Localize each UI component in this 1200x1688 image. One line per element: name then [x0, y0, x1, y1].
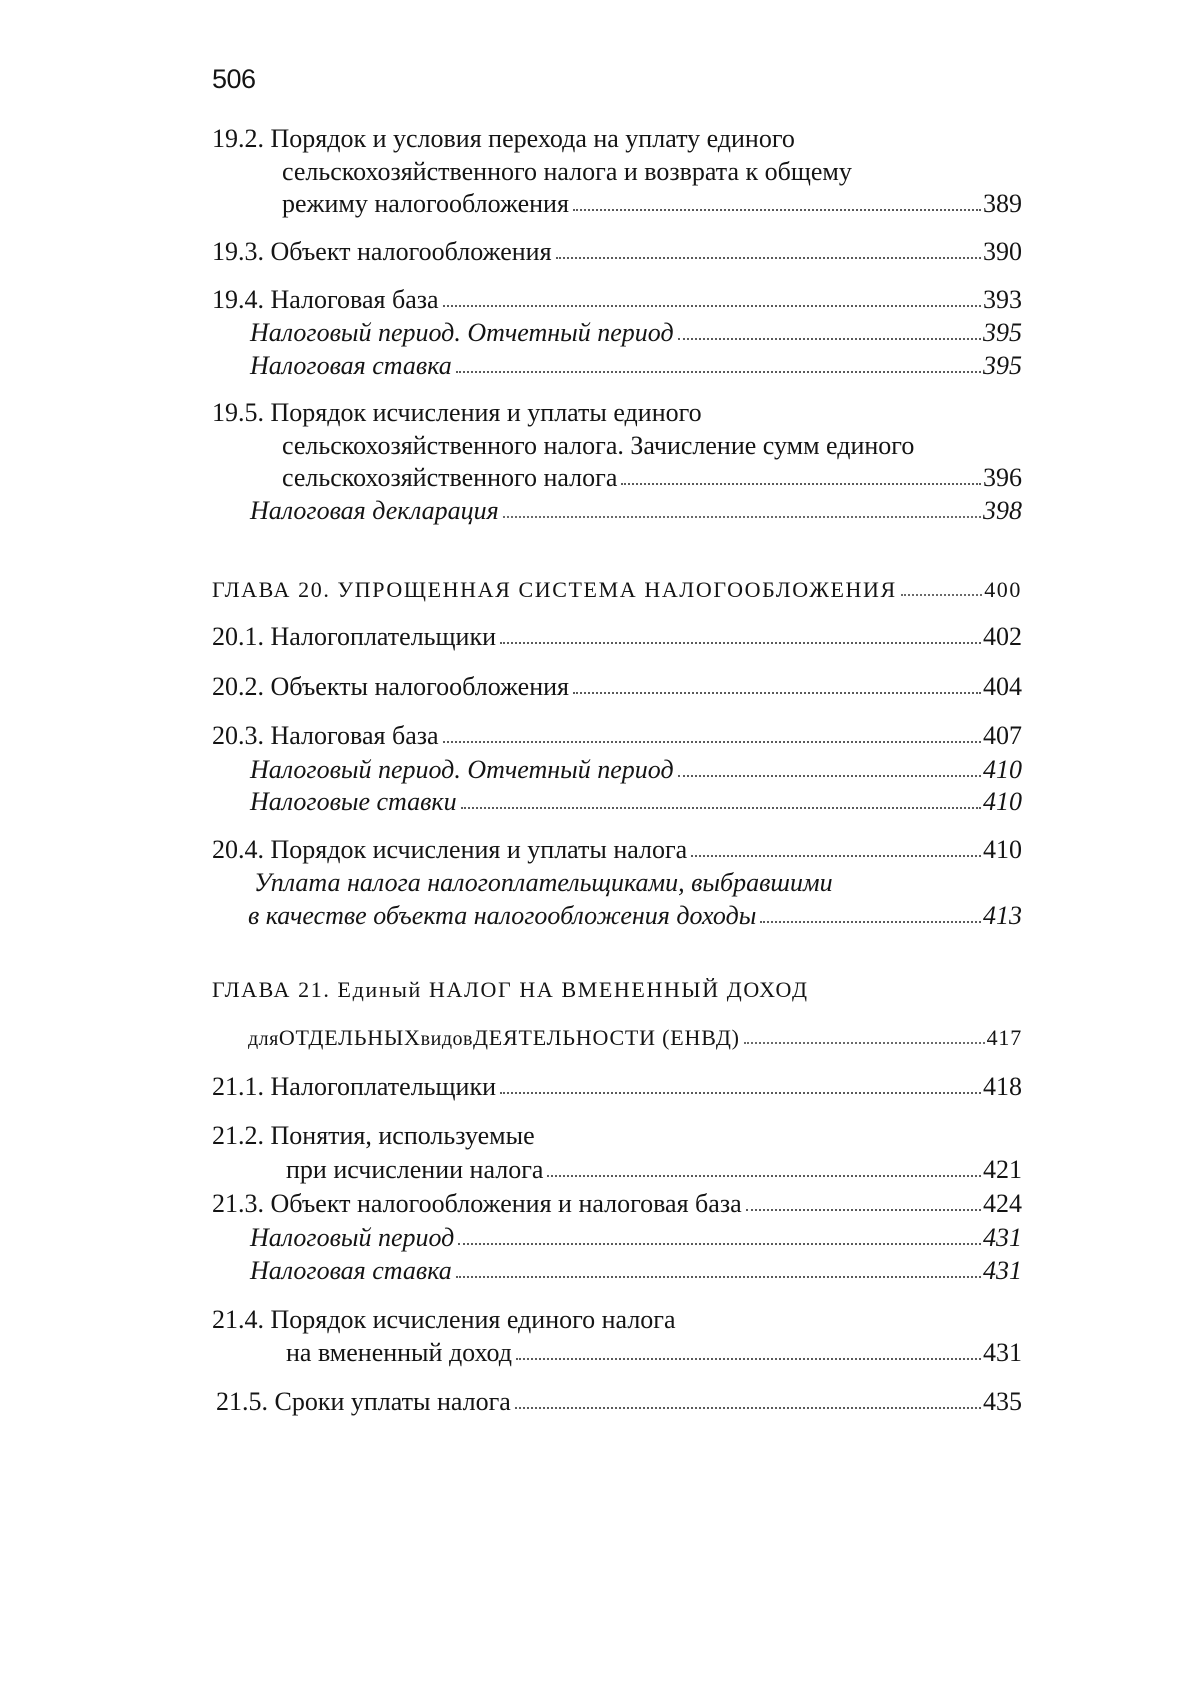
toc-chapter-20	[212, 575, 1022, 605]
toc-page-ref: 398	[983, 496, 1022, 525]
toc-entry-text: сельскохозяйственного налога и возврата к общему	[282, 157, 852, 186]
toc-entry-text: Налоговая ставка	[250, 351, 452, 380]
toc-page-ref: 413	[983, 901, 1022, 930]
toc-entry-text: 21.5. Сроки уплаты налога	[216, 1387, 511, 1416]
toc-entry-20-1	[212, 622, 1022, 652]
toc-entry-text: режиму налогообложения	[282, 189, 569, 218]
chapter-heading: ГЛАВА 21. Единый НАЛОГ НА ВМЕНЕННЫЙ ДОХОД	[212, 977, 809, 1002]
dot-leader	[746, 1207, 981, 1211]
toc-page-ref: 431	[983, 1223, 1022, 1252]
toc-subentry-payment-line1	[254, 868, 833, 898]
toc-entry-19-4	[212, 285, 1022, 315]
toc-subentry-declaration	[250, 496, 1022, 526]
dot-leader	[547, 1173, 981, 1177]
toc-entry-text: Уплата налога налогоплательщиками, выбравшими	[254, 868, 833, 897]
dot-leader	[556, 255, 981, 259]
dot-leader	[678, 336, 981, 340]
dot-leader	[691, 853, 981, 857]
chapter-heading-part: ДЕЯТЕЛЬНОСТИ (ЕНВД)	[472, 1025, 740, 1050]
toc-page-ref: 418	[983, 1072, 1022, 1101]
toc-page-ref: 396	[983, 463, 1022, 492]
toc-entry-text: 21.4. Порядок исчисления единого налога	[212, 1305, 676, 1334]
dot-leader	[573, 207, 981, 211]
toc-entry-21-5	[216, 1387, 1022, 1417]
toc-entry-19-2-line2	[282, 157, 852, 187]
toc-page-ref: 431	[983, 1338, 1022, 1367]
dot-leader	[461, 805, 981, 809]
toc-subentry-tax-period	[250, 318, 1022, 348]
dot-leader	[760, 919, 981, 923]
toc-page-ref: 389	[983, 189, 1022, 218]
toc-entry-19-5-line2	[282, 431, 914, 461]
toc-page-ref: 424	[983, 1189, 1022, 1218]
toc-entry-21-2-line1	[212, 1121, 535, 1151]
dot-leader	[456, 1274, 981, 1278]
toc-page-ref: 393	[983, 285, 1022, 314]
toc-entry-text: Налоговый период	[250, 1223, 455, 1252]
toc-entry-21-2-line2	[286, 1155, 1022, 1185]
toc-entry-text: Налоговый период. Отчетный период	[250, 755, 674, 784]
toc-page-ref: 404	[983, 672, 1022, 701]
toc-page-ref: 431	[983, 1256, 1022, 1285]
toc-entry-21-3	[212, 1189, 1022, 1219]
toc-entry-text: в качестве объекта налогообложения доходы	[248, 901, 757, 930]
toc-entry-text: 19.3. Объект налогообложения	[212, 237, 552, 266]
toc-entry-text: 20.2. Объекты налогообложения	[212, 672, 569, 701]
toc-page-ref: 400	[984, 577, 1022, 602]
toc-entry-text: сельскохозяйственного налога. Зачисление сумм единого	[282, 431, 915, 460]
toc-page-ref: 435	[983, 1387, 1022, 1416]
toc-entry-19-2-line1	[212, 124, 795, 154]
toc-entry-19-5-line1	[212, 398, 702, 428]
toc-entry-text: Налоговая ставка	[250, 1256, 452, 1285]
toc-chapter-21-line2	[248, 1023, 1022, 1054]
dot-leader	[573, 690, 981, 694]
toc-entry-19-3	[212, 237, 1022, 267]
toc-page-ref: 417	[986, 1025, 1022, 1050]
chapter-heading: ГЛАВА 20. УПРОЩЕННАЯ СИСТЕМА НАЛОГООБЛОЖЕНИЯ	[212, 577, 897, 602]
dot-leader	[678, 773, 981, 777]
toc-entry-19-2-line3	[282, 189, 1022, 219]
toc-entry-20-3	[212, 721, 1022, 751]
dot-leader	[744, 1040, 985, 1044]
toc-page-ref: 395	[983, 351, 1022, 380]
toc-page-ref: 410	[983, 835, 1022, 864]
chapter-heading-part: ОТДЕЛЬНЫХ	[278, 1025, 421, 1050]
toc-subentry-tax-rate	[250, 351, 1022, 381]
toc-entry-text: Налоговые ставки	[250, 787, 457, 816]
dot-leader	[443, 303, 981, 307]
toc-entry-text: 20.1. Налогоплательщики	[212, 622, 497, 651]
dot-leader	[516, 1356, 981, 1360]
toc-entry-text: при исчислении налога	[286, 1155, 544, 1184]
toc-entry-21-4-line1	[212, 1305, 676, 1335]
toc-subentry-payment-line2	[248, 901, 1022, 931]
chapter-heading-part: для	[248, 1028, 279, 1050]
toc-entry-text: Налоговая декларация	[250, 496, 499, 525]
dot-leader	[456, 369, 981, 373]
toc-entry-text: Налоговый период. Отчетный период	[250, 318, 674, 347]
toc-entry-text: 21.3. Объект налогообложения и налоговая база	[212, 1189, 742, 1218]
toc-entry-text: 21.2. Понятия, используемые	[212, 1121, 535, 1150]
toc-entry-text: 19.4. Налоговая база	[212, 285, 439, 314]
toc-page-ref: 390	[983, 237, 1022, 266]
dot-leader	[458, 1241, 981, 1245]
toc-entry-20-2	[212, 672, 1022, 702]
toc-page-ref: 407	[983, 721, 1022, 750]
toc-page-ref: 402	[983, 622, 1022, 651]
toc-chapter-21-line1	[212, 975, 809, 1005]
toc-entry-19-5-line3	[282, 463, 1022, 493]
dot-leader	[901, 592, 982, 596]
dot-leader	[515, 1405, 981, 1409]
toc-page-ref: 410	[983, 755, 1022, 784]
dot-leader	[503, 514, 981, 518]
toc-entry-text: 19.5. Порядок исчисления и уплаты единого	[212, 398, 702, 427]
dot-leader	[621, 481, 981, 485]
toc-entry-text: 20.4. Порядок исчисления и уплаты налога	[212, 835, 688, 864]
dot-leader	[500, 1090, 981, 1094]
toc-entry-text: 21.1. Налогоплательщики	[212, 1072, 497, 1101]
toc-page-ref: 421	[983, 1155, 1022, 1184]
toc-entry-20-4	[212, 835, 1022, 865]
toc-subentry-tax-rate	[250, 1256, 1022, 1286]
toc-subentry-tax-period	[250, 1223, 1022, 1253]
toc-subentry-tax-period	[250, 755, 1022, 785]
dot-leader	[500, 640, 981, 644]
toc-entry-text: 19.2. Порядок и условия перехода на уплату единого	[212, 124, 795, 153]
toc-subentry-tax-rates	[250, 787, 1022, 817]
toc-page-ref: 410	[983, 787, 1022, 816]
toc-entry-text: 20.3. Налоговая база	[212, 721, 439, 750]
toc-page-ref: 395	[983, 318, 1022, 347]
chapter-heading-part: видов	[420, 1028, 473, 1050]
page-number: 506	[212, 64, 256, 94]
toc-entry-text: сельскохозяйственного налога	[282, 463, 618, 492]
dot-leader	[443, 739, 981, 743]
toc-entry-text: на вмененный доход	[286, 1338, 513, 1367]
toc-entry-21-1	[212, 1072, 1022, 1102]
toc-entry-21-4-line2	[286, 1338, 1022, 1368]
